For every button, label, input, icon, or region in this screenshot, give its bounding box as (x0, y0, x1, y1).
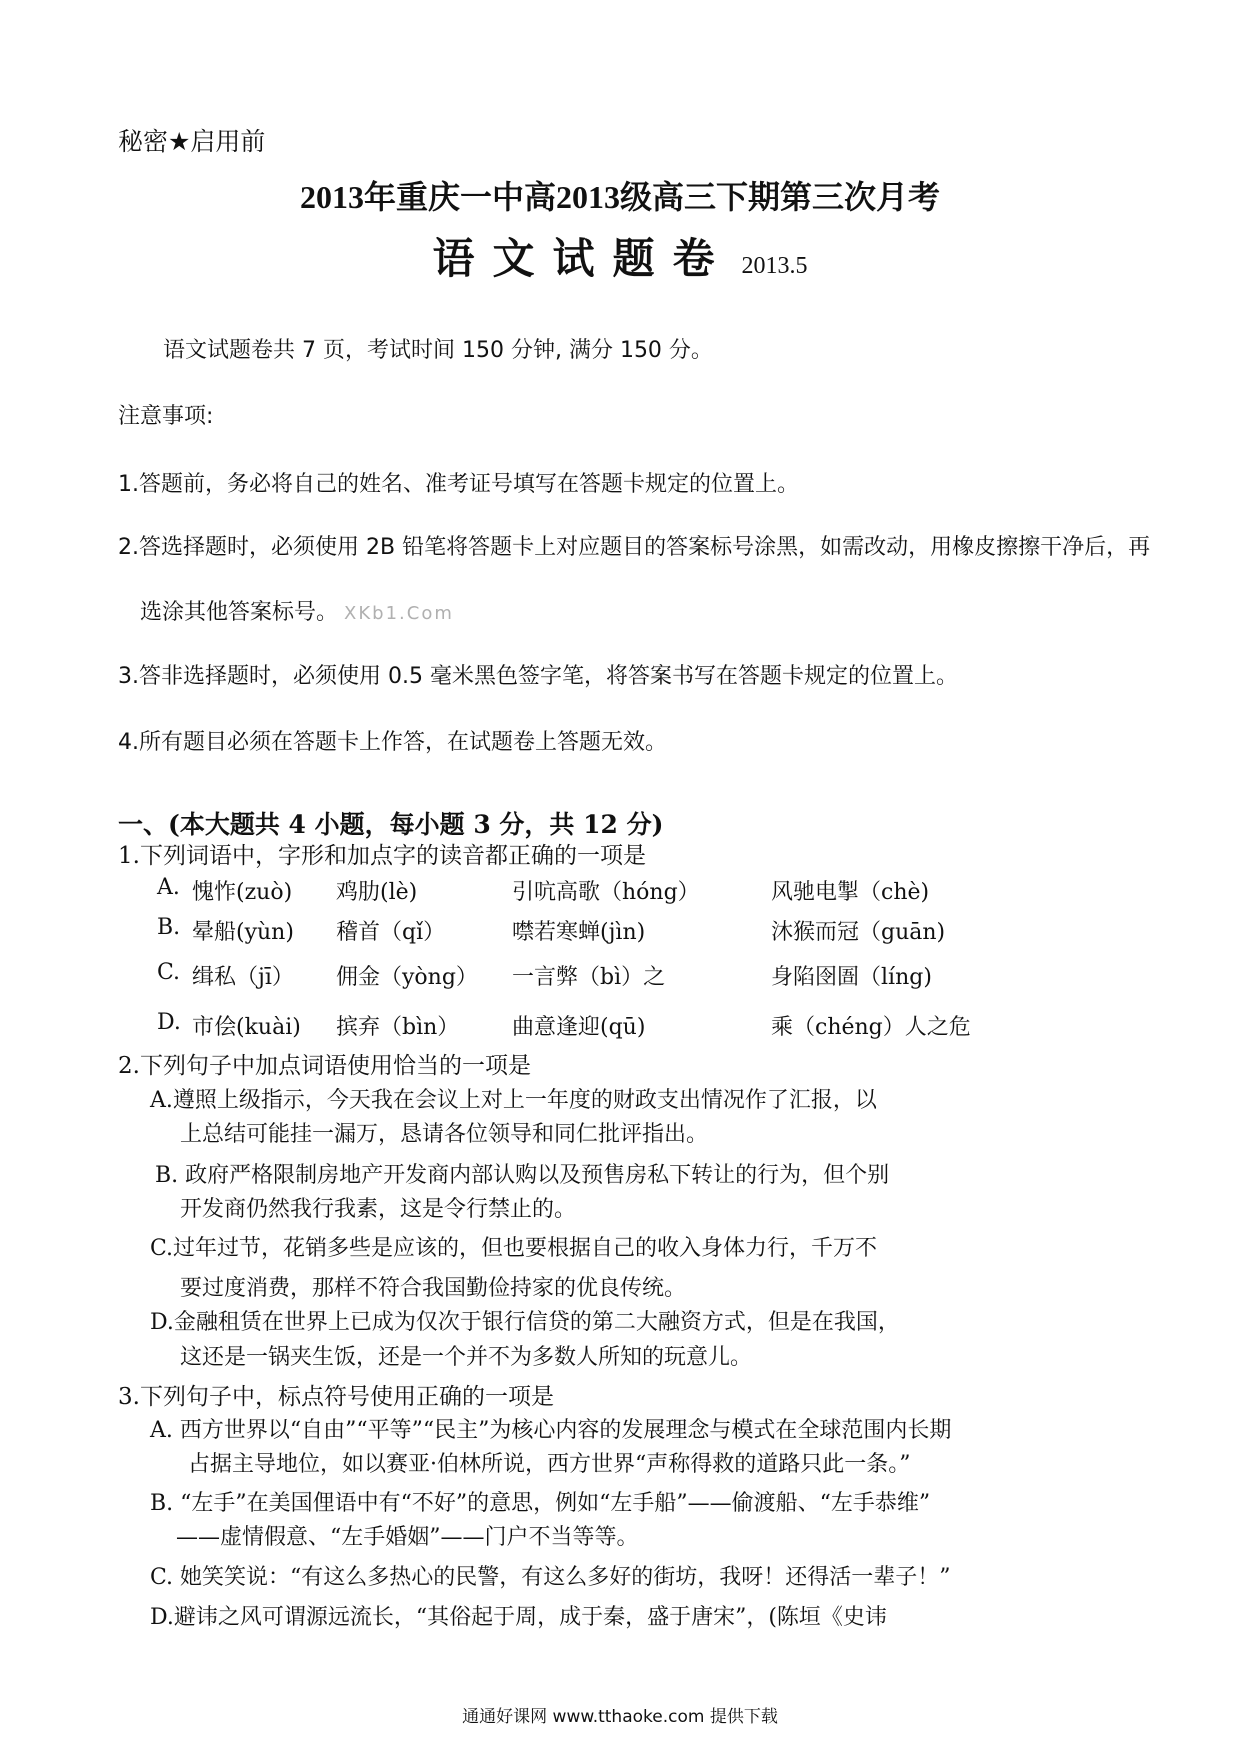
q1-option-b (0, 915, 1240, 945)
q2-option-b-line2: 开发商仍然我行我素，这是令行禁止的。 (180, 1197, 577, 1222)
option-word: 沐猴而冠（guān) (771, 920, 946, 945)
intro-text: 语文试题卷共 7 页，考试时间 150 分钟, 满分 150 分。 (163, 338, 713, 363)
q1-option-d (0, 1010, 1240, 1040)
q2-option-a-line1: A.遵照上级指示，今天我在会议上对上一年度的财政支出情况作了汇报，以 (150, 1088, 877, 1113)
option-word: 引吭高歌（hóng） (512, 880, 700, 905)
option-word: 晕船(yùn) (192, 920, 294, 945)
option-letter: B. (157, 915, 181, 940)
option-word: 稽首（qǐ） (336, 920, 446, 945)
option-word: 身陷囹圄（líng) (771, 965, 932, 990)
q3-option-a-line1: A. 西方世界以“自由”“平等”“民主”为核心内容的发展理念与模式在全球范围内长期 (150, 1418, 952, 1443)
note-item-2: 2.答选择题时，必须使用 2B 铅笔将答题卡上对应题目的答案标号涂黑，如需改动，用橡皮擦擦干净后，再 (118, 535, 1151, 560)
q3-stem: 3.下列句子中，标点符号使用正确的一项是 (118, 1384, 554, 1410)
option-word: 噤若寒蝉(jìn) (512, 920, 646, 945)
q3-option-b-line2: ——虚情假意、“左手婚姻”——门户不当等等。 (176, 1525, 639, 1550)
note-item-3: 3.答非选择题时，必须使用 0.5 毫米黑色签字笔，将答案书写在答题卡规定的位置上。 (118, 664, 958, 689)
option-word: 佣金（yòng） (336, 965, 478, 990)
option-word: 乘（chéng）人之危 (771, 1015, 971, 1040)
note-item-4: 4.所有题目必须在答题卡上作答，在试题卷上答题无效。 (118, 730, 667, 755)
note-item-2-cont-text: 选涂其他答案标号。 (140, 600, 339, 625)
option-word: 一言弊（bì）之 (512, 965, 666, 990)
q1-option-c (0, 960, 1240, 990)
option-word: 曲意逢迎(qū) (512, 1015, 646, 1040)
q1-option-a (0, 875, 1240, 905)
q2-stem: 2.下列句子中加点词语使用恰当的一项是 (118, 1053, 531, 1079)
q2-option-d-line2: 这还是一锅夹生饭，还是一个并不为多数人所知的玩意儿。 (180, 1345, 753, 1370)
exam-title: 2013年重庆一中高2013级高三下期第三次月考 (299, 179, 940, 215)
exam-date: 2013.5 (741, 253, 808, 279)
note-item-2-cont (140, 595, 454, 626)
exam-subtitle: 语文试题卷 (432, 234, 733, 283)
option-letter: A. (157, 875, 180, 900)
notes-heading: 注意事项: (118, 404, 214, 429)
confidential-label: 秘密★启用前 (118, 127, 266, 156)
q2-option-a-line2: 上总结可能挂一漏万，恳请各位领导和同仁批评指出。 (180, 1122, 709, 1147)
option-word: 风驰电掣（chè) (771, 880, 930, 905)
option-word: 愧怍(zuò) (192, 880, 293, 905)
page-footer: 通通好课网 www.tthaoke.com 提供下载 (462, 1707, 778, 1727)
q2-option-d-line1: D.金融租赁在世界上已成为仅次于银行信贷的第二大融资方式，但是在我国， (150, 1310, 900, 1335)
q2-option-c-line1: C.过年过节，花销多些是应该的，但也要根据自己的收入身体力行，千万不 (150, 1236, 878, 1261)
q3-option-b-line1: B. “左手”在美国俚语中有“不好”的意思，例如“左手船”——偷渡船、“左手恭维” (150, 1491, 931, 1516)
option-letter: C. (157, 960, 181, 985)
q3-option-d-line1: D.避讳之风可谓源远流长，“其俗起于周，成于秦，盛于唐宋”，(陈垣《史讳 (150, 1605, 887, 1630)
watermark-text: XKb1.Com (344, 603, 454, 624)
option-word: 缉私（jī） (192, 965, 294, 990)
q1-stem: 1.下列词语中，字形和加点字的读音都正确的一项是 (118, 843, 646, 869)
exam-subtitle-row (0, 226, 1240, 286)
q2-option-b-line1: B. 政府严格限制房地产开发商内部认购以及预售房私下转让的行为，但个别 (155, 1163, 890, 1188)
q3-option-a-line2: 占据主导地位，如以赛亚·伯林所说，西方世界“声称得救的道路只此一条。” (188, 1452, 911, 1477)
note-item-1: 1.答题前，务必将自己的姓名、准考证号填写在答题卡规定的位置上。 (118, 472, 799, 497)
option-letter: D. (157, 1010, 181, 1035)
option-word: 市侩(kuài) (192, 1015, 301, 1040)
q3-option-c: C. 她笑笑说：“有这么多热心的民警，有这么多好的街坊，我呀！还得活一辈子！” (150, 1565, 951, 1590)
section-heading: 一、(本大题共 4 小题，每小题 3 分，共 12 分) (118, 810, 664, 839)
option-word: 摈弃（bìn） (336, 1015, 460, 1040)
option-word: 鸡肋(lè) (336, 880, 418, 905)
q2-option-c-line2: 要过度消费，那样不符合我国勤俭持家的优良传统。 (180, 1276, 687, 1301)
